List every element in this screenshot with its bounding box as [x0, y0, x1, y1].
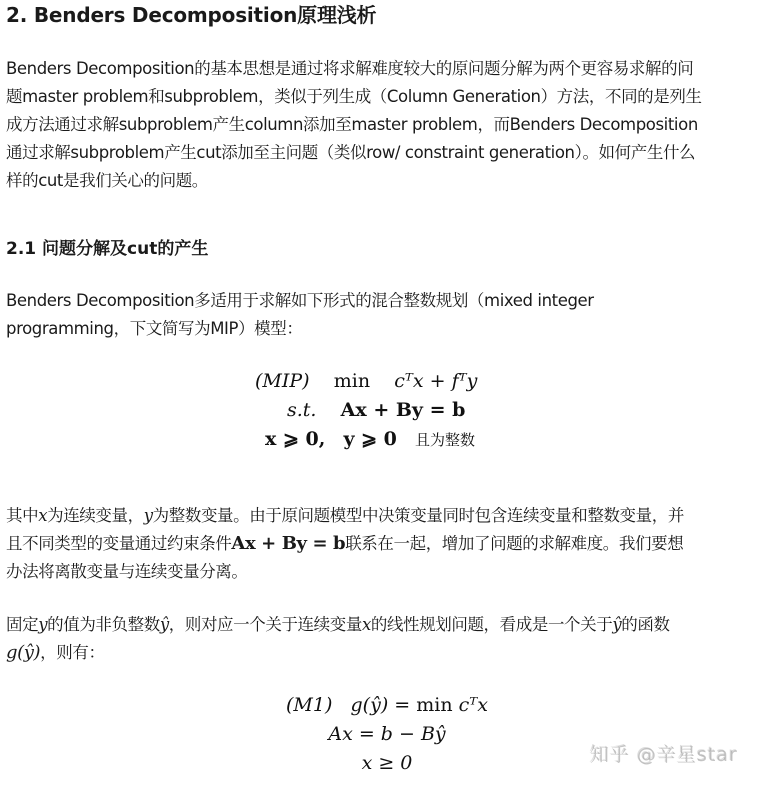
intro-line: 样的cut是我们关心的问题。	[6, 171, 208, 190]
intro-line: 题master problem和subproblem，类似于列生成（Column Generation）方法，不同的是列生	[6, 87, 702, 106]
m1-label: (M1)	[286, 694, 333, 716]
text: 联系在一起，增加了问题的求解难度。我们要想	[345, 534, 684, 553]
math-y-hat: ŷ	[159, 615, 169, 634]
domain-x: x ⩾ 0,	[265, 428, 326, 450]
text: 的函数	[621, 615, 670, 634]
intro-paragraph	[6, 55, 761, 195]
mip-intro-line: Benders Decomposition多适用于求解如下形式的混合整数规划（mixed integer	[6, 291, 594, 310]
min-keyword: min	[333, 370, 371, 392]
m1-constraint-row: Ax = b − Bŷ	[328, 723, 446, 745]
variables-line	[6, 502, 761, 530]
st-label: s.t.	[287, 399, 317, 421]
mip-objective: cᵀx + fᵀy	[394, 370, 478, 392]
text: 其中	[6, 506, 39, 525]
text: ，则有：	[40, 643, 105, 662]
zhihu-watermark: 知乎 @辛星star	[590, 744, 738, 766]
text: 的线性规划问题，看成是一个关于	[370, 615, 613, 634]
mip-model-equation	[255, 367, 525, 454]
fix-y-line	[6, 639, 761, 667]
math-y-hat: ŷ	[612, 615, 622, 634]
intro-line: Benders Decomposition的基本思想是通过将求解难度较大的原问题分解为两个更容易求解的问	[6, 59, 694, 78]
mip-domain-row	[255, 425, 525, 454]
section-heading: 2. Benders Decomposition原理浅析	[6, 3, 377, 27]
subsection-heading: 2.1 问题分解及cut的产生	[6, 239, 209, 259]
mip-constraint: Ax + By = b	[340, 399, 466, 421]
mip-objective-row	[255, 367, 525, 396]
text: 为连续变量，	[47, 506, 144, 525]
intro-line: 成方法通过求解subproblem产生column添加至master problem，而Benders Decomposition	[6, 115, 698, 134]
mip-label: (MIP)	[255, 370, 310, 392]
m1-model-equation	[262, 691, 512, 778]
text: 为整数变量。由于原问题模型中决策变量同时包含连续变量和整数变量，并	[152, 506, 684, 525]
m1-objective: cᵀx	[458, 694, 488, 716]
variables-paragraph	[6, 502, 761, 586]
intro-line: 通过求解subproblem产生cut添加至主问题（类似row/ constraint generation）。如何产生什么	[6, 143, 696, 162]
math-constraint: Ax + By = b	[231, 533, 346, 554]
m1-domain-row: x ≥ 0	[361, 752, 413, 774]
mip-constraint-row	[255, 396, 525, 425]
math-x: x	[38, 506, 48, 525]
math-y: y	[38, 615, 48, 634]
domain-note: 且为整数	[414, 431, 475, 449]
math-y: y	[143, 506, 153, 525]
mip-intro-paragraph	[6, 287, 761, 343]
fix-y-paragraph	[6, 611, 761, 667]
variables-line	[6, 530, 761, 558]
text: 固定	[6, 615, 39, 634]
math-g-yhat: g(ŷ)	[6, 642, 41, 663]
domain-y: y ⩾ 0	[343, 428, 397, 450]
m1-lhs: g(ŷ) =	[350, 694, 417, 716]
variables-line: 办法将离散变量与连续变量分离。	[6, 562, 248, 581]
math-x: x	[361, 615, 371, 634]
fix-y-line	[6, 611, 761, 639]
text: 且不同类型的变量通过约束条件	[6, 534, 232, 553]
m1-objective-row	[262, 691, 512, 720]
min-keyword: min	[416, 694, 453, 716]
text: ，则对应一个关于连续变量	[168, 615, 362, 634]
mip-intro-line: programming，下文简写为MIP）模型：	[6, 319, 303, 338]
text: 的值为非负整数	[47, 615, 160, 634]
